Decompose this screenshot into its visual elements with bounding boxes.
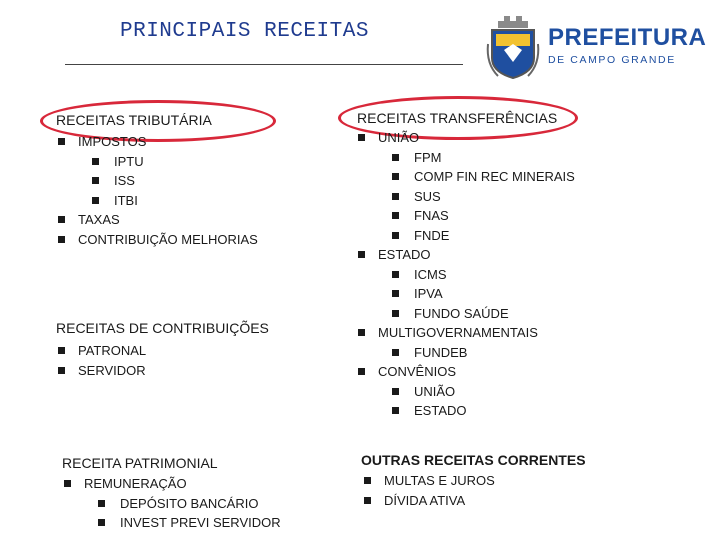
list-item: ESTADO xyxy=(356,401,575,421)
square-bullet-icon xyxy=(392,154,399,161)
list-item: FUNDEB xyxy=(356,343,575,363)
list-tributaria xyxy=(56,132,258,249)
square-bullet-icon xyxy=(358,329,365,336)
list-item: COMP FIN REC MINERAIS xyxy=(356,167,575,187)
list-item: FNAS xyxy=(356,206,575,226)
list-transferencias xyxy=(356,128,575,421)
square-bullet-icon xyxy=(392,388,399,395)
list-item: MULTAS E JUROS xyxy=(362,471,495,491)
square-bullet-icon xyxy=(58,236,65,243)
square-bullet-icon xyxy=(92,158,99,165)
title-underline xyxy=(65,64,463,65)
square-bullet-icon xyxy=(392,212,399,219)
list-item: CONVÊNIOS xyxy=(356,362,575,382)
square-bullet-icon xyxy=(58,216,65,223)
heading-receitas-contribuicoes: RECEITAS DE CONTRIBUIÇÕES xyxy=(56,320,269,336)
square-bullet-icon xyxy=(392,271,399,278)
square-bullet-icon xyxy=(392,407,399,414)
list-item: SUS xyxy=(356,187,575,207)
logo-subtitle: DE CAMPO GRANDE xyxy=(548,54,676,66)
square-bullet-icon xyxy=(358,251,365,258)
list-item: IPVA xyxy=(356,284,575,304)
logo-wordmark: PREFEITURA xyxy=(548,24,707,51)
list-item: TAXAS xyxy=(56,210,258,230)
square-bullet-icon xyxy=(98,500,105,507)
heading-receitas-transferencias: RECEITAS TRANSFERÊNCIAS xyxy=(357,110,558,126)
list-contribuicoes xyxy=(56,341,146,380)
page-title: PRINCIPAIS RECEITAS xyxy=(120,20,369,43)
square-bullet-icon xyxy=(98,519,105,526)
list-item: DÍVIDA ATIVA xyxy=(362,491,495,511)
list-item: MULTIGOVERNAMENTAIS xyxy=(356,323,575,343)
list-item: REMUNERAÇÃO xyxy=(62,474,281,494)
list-item: FUNDO SAÚDE xyxy=(356,304,575,324)
heading-receita-patrimonial: RECEITA PATRIMONIAL xyxy=(62,455,218,471)
square-bullet-icon xyxy=(358,368,365,375)
square-bullet-icon xyxy=(58,347,65,354)
list-item: IMPOSTOS xyxy=(56,132,258,152)
city-coat-of-arms-icon xyxy=(484,14,542,82)
heading-outras-receitas: OUTRAS RECEITAS CORRENTES xyxy=(361,452,586,468)
list-patrimonial xyxy=(62,474,281,533)
square-bullet-icon xyxy=(392,173,399,180)
square-bullet-icon xyxy=(64,480,71,487)
square-bullet-icon xyxy=(392,349,399,356)
list-item: FNDE xyxy=(356,226,575,246)
prefeitura-logo xyxy=(484,14,707,82)
list-item: ICMS xyxy=(356,265,575,285)
list-item: DEPÓSITO BANCÁRIO xyxy=(62,494,281,514)
square-bullet-icon xyxy=(392,193,399,200)
square-bullet-icon xyxy=(92,197,99,204)
list-item: INVEST PREVI SERVIDOR xyxy=(62,513,281,533)
square-bullet-icon xyxy=(392,232,399,239)
list-item: ESTADO xyxy=(356,245,575,265)
list-outras xyxy=(362,471,495,510)
list-item: PATRONAL xyxy=(56,341,146,361)
list-item: ISS xyxy=(56,171,258,191)
square-bullet-icon xyxy=(58,138,65,145)
list-item: UNIÃO xyxy=(356,382,575,402)
list-item: CONTRIBUIÇÃO MELHORIAS xyxy=(56,230,258,250)
list-item: UNIÃO xyxy=(356,128,575,148)
square-bullet-icon xyxy=(358,134,365,141)
square-bullet-icon xyxy=(58,367,65,374)
square-bullet-icon xyxy=(92,177,99,184)
list-item: SERVIDOR xyxy=(56,361,146,381)
list-item: IPTU xyxy=(56,152,258,172)
heading-receitas-tributaria: RECEITAS TRIBUTÁRIA xyxy=(56,112,212,128)
square-bullet-icon xyxy=(392,310,399,317)
square-bullet-icon xyxy=(392,290,399,297)
square-bullet-icon xyxy=(364,477,371,484)
list-item: ITBI xyxy=(56,191,258,211)
list-item: FPM xyxy=(356,148,575,168)
square-bullet-icon xyxy=(364,497,371,504)
